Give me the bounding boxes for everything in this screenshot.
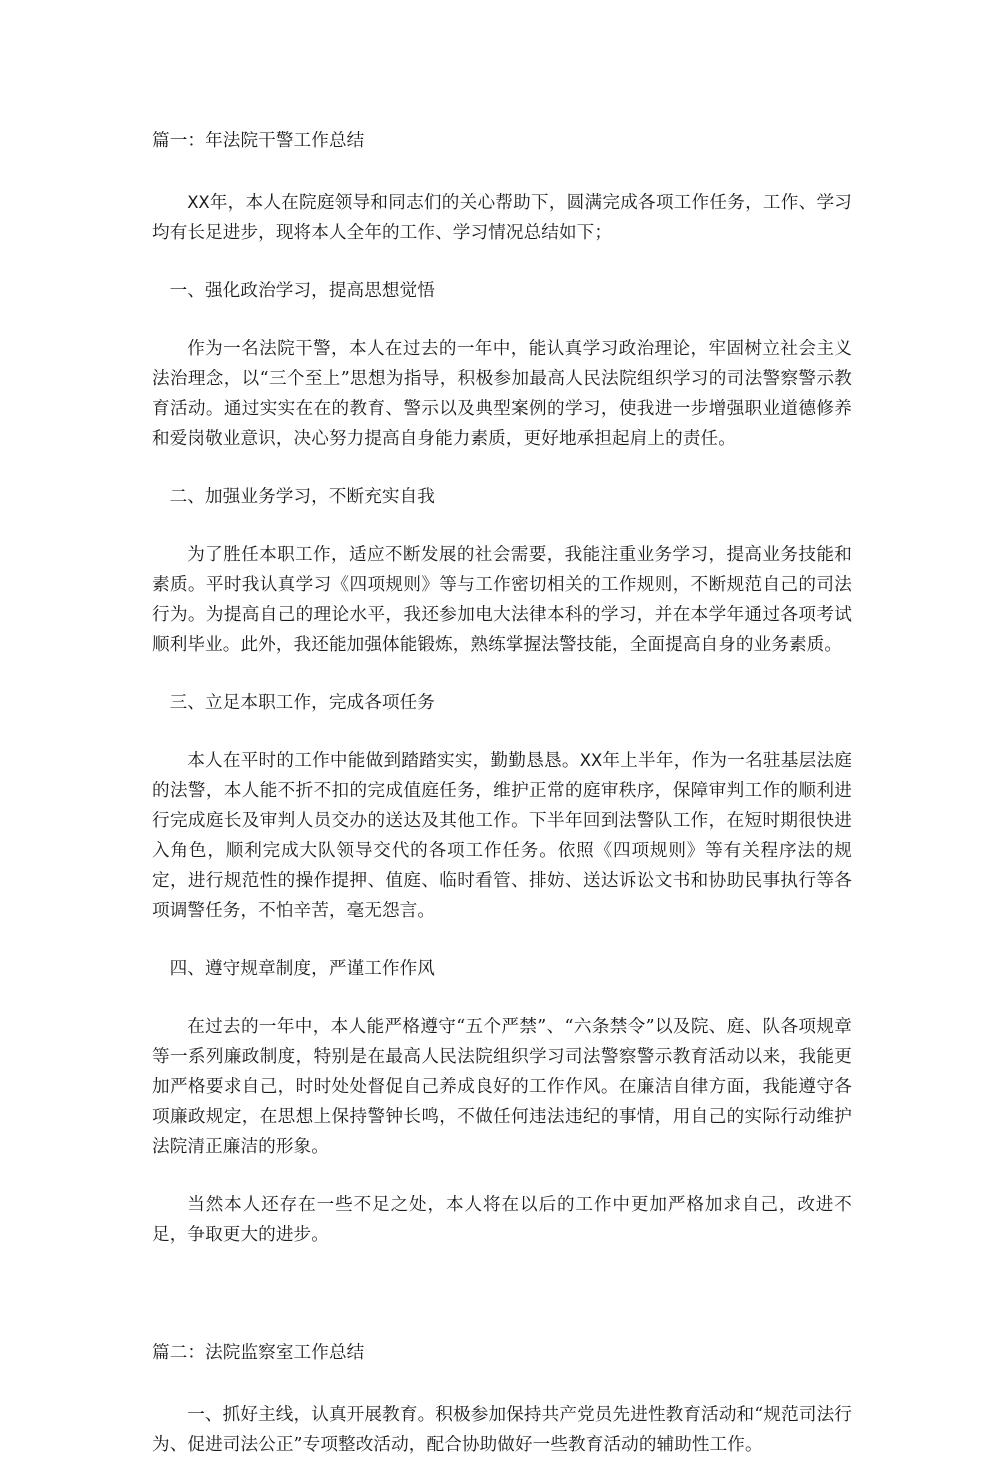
part-one-paragraph-intro: XX年，本人在院庭领导和同志们的关心帮助下，圆满完成各项工作任务，工作、学习均有长足进步，现将本人全年的工作、学习情况总结如下；	[152, 193, 852, 243]
document-body	[152, 126, 852, 1460]
part-two-title: 篇二：法院监察室工作总结	[152, 1343, 365, 1363]
part-two-paragraph-1: 一、抓好主线，认真开展教育。积极参加保持共产党员先进性教育活动和“规范司法行为、促进司法公正”专项整改活动，配合协助做好一些教育活动的辅助性工作。	[152, 1405, 852, 1455]
part-one-subheading-2: 二、加强业务学习，不断充实自我	[169, 487, 436, 507]
latin-run: XX	[187, 193, 210, 212]
part-one-paragraph-1: 作为一名法院干警，本人在过去的一年中，能认真学习政治理论，牢固树立社会主义法治理念，以“三个至上”思想为指导，积极参加最高人民法院组织学习的司法警察警示教育活动。通过实实在在的教育、警示以及典型案例的学习，使我进一步增强职业道德修养和爱岗敬业意识，决心努力提高自身能力素质，更好地承担起肩上的责任。	[152, 339, 852, 449]
latin-run: XX	[579, 751, 603, 770]
part-one-subheading-4: 四、遵守规章制度，严谨工作作风	[169, 959, 436, 979]
part-one-subheading-3: 三、立足本职工作，完成各项任务	[169, 693, 436, 713]
part-one-paragraph-3: 本人在平时的工作中能做到踏踏实实，勤勤恳恳。XX年上半年，作为一名驻基层法庭的法警，本人能不折不扣的完成值庭任务，维护正常的庭审秩序，保障审判工作的顺利进行完成庭长及审判人员交办的送达及其他工作。下半年回到法警队工作，在短时期很快进入角色，顺利完成大队领导交代的各项工作任务。依照《四项规则》等有关程序法的规定，进行规范性的操作提押、值庭、临时看管、排妨、送达诉讼文书和协助民事执行等各项调警任务，不怕辛苦，毫无怨言。	[152, 751, 853, 921]
part-one-title: 篇一：年法院干警工作总结	[152, 131, 365, 151]
part-one-paragraph-4: 在过去的一年中，本人能严格遵守“五个严禁”、“六条禁令”以及院、庭、队各项规章等一系列廉政制度，特别是在最高人民法院组织学习司法警察警示教育活动以来，我能更加严格要求自己，时时处处督促自己养成良好的工作作风。在廉洁自律方面，我能遵守各项廉政规定，在思想上保持警钟长鸣，不做任何违法违纪的事情，用自己的实际行动维护法院清正廉洁的形象。	[152, 1017, 852, 1157]
part-one-subheading-1: 一、强化政治学习，提高思想觉悟	[169, 281, 436, 301]
part-one-paragraph-2: 为了胜任本职工作，适应不断发展的社会需要，我能注重业务学习，提高业务技能和素质。平时我认真学习《四项规则》等与工作密切相关的工作规则，不断规范自己的司法行为。为提高自己的理论水平，我还参加电大法律本科的学习，并在本学年通过各项考试顺利毕业。此外，我还能加强体能锻炼，熟练掌握法警技能，全面提高自身的业务素质。	[152, 545, 852, 655]
part-one-paragraph-closing: 当然本人还存在一些不足之处，本人将在以后的工作中更加严格加求自己，改进不足，争取更大的进步。	[152, 1195, 852, 1245]
part-separator-gap	[152, 1278, 852, 1338]
